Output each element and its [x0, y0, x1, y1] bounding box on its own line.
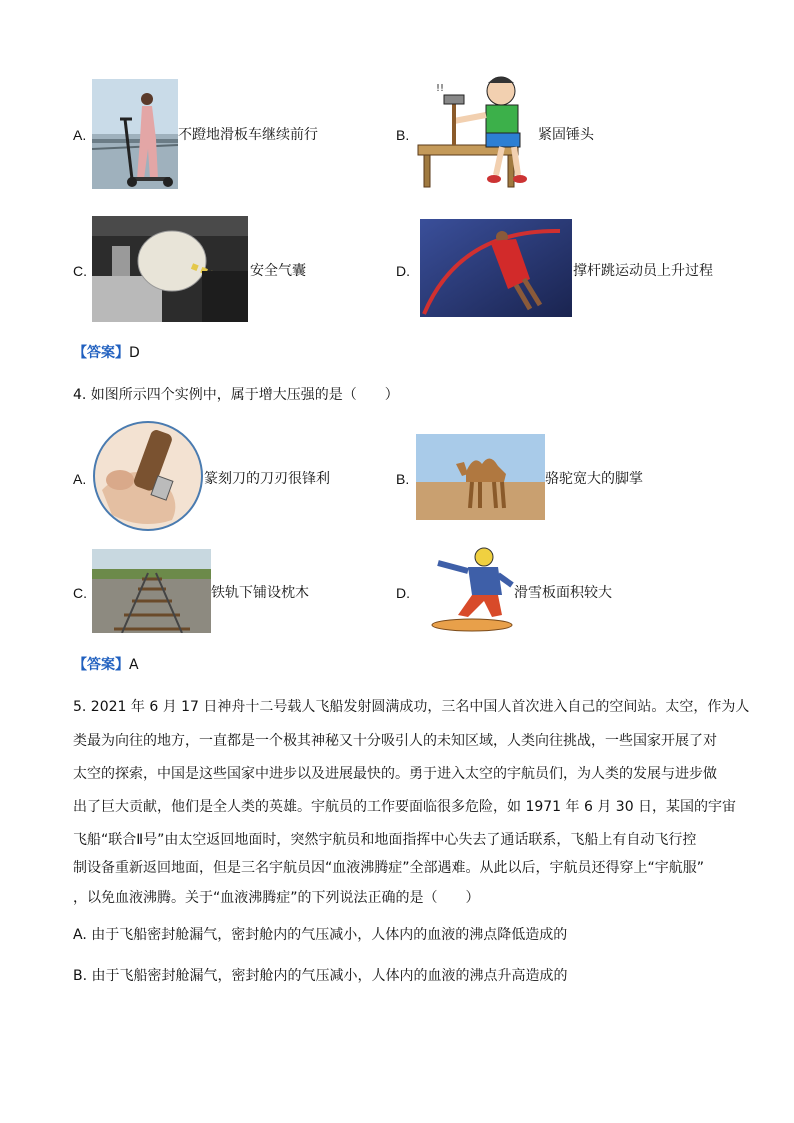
q5-option-b: B. 由于飞船密封舱漏气，密封舱内的气压减小，人体内的血液的沸点升高造成的: [73, 968, 568, 984]
answer-label: 【答案】: [73, 657, 129, 673]
q5-line: 类最为向往的地方，一直都是一个极其神秘又十分吸引人的未知区域，人类向往挑战，一些国家开展了对: [73, 733, 717, 749]
snowboarder-image: [428, 545, 514, 635]
q4-answer: [73, 655, 139, 675]
option-letter: A.: [73, 471, 87, 487]
option-letter: D.: [396, 585, 410, 601]
q3-answer: [73, 343, 140, 363]
answer-value: A: [129, 657, 139, 673]
option-letter: B.: [396, 471, 410, 487]
q5-line: 5. 2021 年 6 月 17 日神舟十二号载人飞船发射圆满成功，三名中国人首次进入自己的空间站。太空，作为人: [73, 699, 750, 715]
option-caption: 安全气囊: [250, 263, 306, 279]
airbag-image: [92, 216, 248, 322]
option-letter: C.: [73, 263, 87, 279]
answer-label: 【答案】: [73, 345, 129, 361]
q5-option-a: A. 由于飞船密封舱漏气，密封舱内的气压减小，人体内的血液的沸点降低造成的: [73, 927, 568, 943]
q5-line: ，以免血液沸腾。关于“血液沸腾症”的下列说法正确的是（ ）: [73, 890, 480, 906]
option-letter: C.: [73, 585, 87, 601]
option-letter: D.: [396, 263, 410, 279]
hammer-man-image: [416, 71, 538, 191]
option-caption: 铁轨下铺设枕木: [211, 585, 309, 601]
scooter-woman-image: [92, 79, 178, 189]
q4-stem: 4. 如图所示四个实例中，属于增大压强的是（ ）: [73, 387, 399, 403]
q5-line: 太空的探索，中国是这些国家中进步以及进展最快的。勇于进入太空的宇航员们，为人类的发展与进步做: [73, 766, 717, 782]
option-letter: A.: [73, 127, 87, 143]
answer-value: D: [129, 345, 140, 361]
carving-knife-image: [92, 420, 204, 532]
railway-image: [92, 549, 211, 633]
option-caption: 紧固锤头: [538, 127, 594, 143]
camel-image: [416, 434, 545, 520]
q5-line: 出了巨大贡献，他们是全人类的英雄。宇航员的工作要面临很多危险，如 1971 年 6 月 30 日，某国的宇宙: [73, 799, 737, 815]
q5-line: 飞船“联合Ⅱ号”由太空返回地面时，突然宇航员和地面指挥中心失去了通话联系，飞船上有自动飞行控: [73, 832, 697, 848]
option-caption: 骆驼宽大的脚掌: [545, 471, 643, 487]
option-caption: 不蹬地滑板车继续前行: [178, 127, 318, 143]
option-caption: 篆刻刀的刀刃很锋利: [204, 471, 330, 487]
svg-text:!!: !!: [436, 83, 445, 94]
q5-line: 制设备重新返回地面，但是三名宇航员因“血液沸腾症”全部遇难。从此以后，宇航员还得穿上“宇航服”: [73, 860, 705, 876]
option-caption: 撑杆跳运动员上升过程: [573, 263, 713, 279]
pole-vault-image: [420, 219, 572, 317]
option-letter: B.: [396, 127, 410, 143]
option-caption: 滑雪板面积较大: [514, 585, 612, 601]
